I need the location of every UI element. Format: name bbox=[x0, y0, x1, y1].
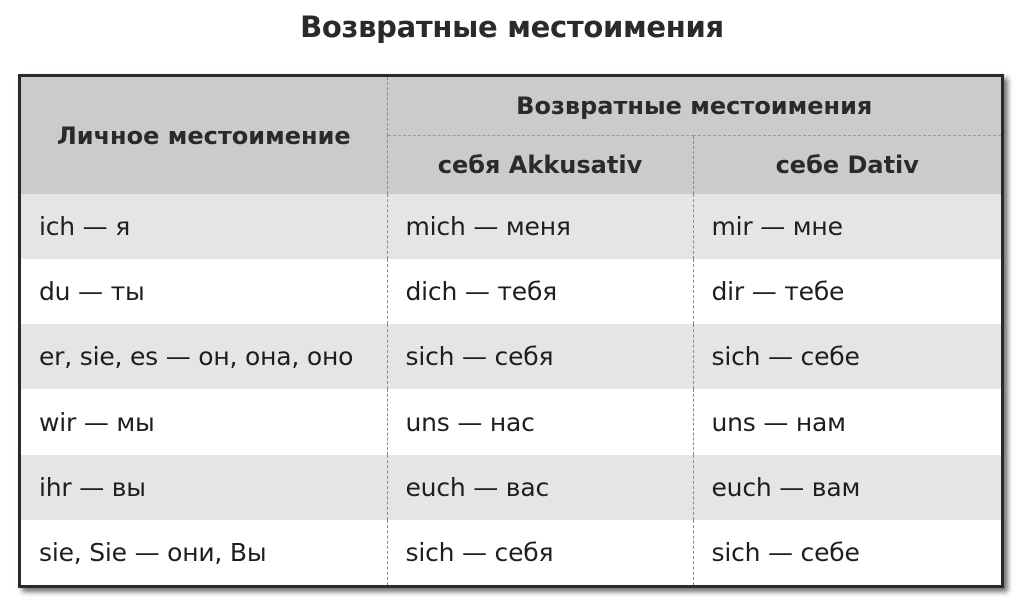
cell-dativ: euch — вам bbox=[693, 455, 1001, 520]
table-row bbox=[21, 259, 1001, 324]
cell-dativ: mir — мне bbox=[693, 194, 1001, 259]
table-row bbox=[21, 194, 1001, 259]
table-header bbox=[21, 77, 1001, 194]
cell-dativ: sich — себе bbox=[693, 520, 1001, 585]
cell-akkusativ: dich — тебя bbox=[387, 259, 693, 324]
header-personal-pronoun: Личное местоимение bbox=[21, 77, 387, 194]
cell-personal: er, sie, es — он, она, оно bbox=[21, 324, 387, 389]
cell-personal: du — ты bbox=[21, 259, 387, 324]
table-row bbox=[21, 324, 1001, 389]
cell-akkusativ: euch — вас bbox=[387, 455, 693, 520]
cell-akkusativ: sich — себя bbox=[387, 520, 693, 585]
cell-dativ: uns — нам bbox=[693, 389, 1001, 454]
cell-akkusativ: sich — себя bbox=[387, 324, 693, 389]
table-row bbox=[21, 389, 1001, 454]
table-row bbox=[21, 455, 1001, 520]
header-akkusativ: себя Akkusativ bbox=[387, 136, 693, 195]
cell-dativ: dir — тебе bbox=[693, 259, 1001, 324]
cell-personal: sie, Sie — они, Вы bbox=[21, 520, 387, 585]
cell-dativ: sich — себе bbox=[693, 324, 1001, 389]
header-dativ: себе Dativ bbox=[693, 136, 1001, 195]
cell-personal: ihr — вы bbox=[21, 455, 387, 520]
cell-personal: ich — я bbox=[21, 194, 387, 259]
pronoun-table bbox=[21, 77, 1001, 585]
page-title: Возвратные местоимения bbox=[300, 10, 724, 44]
header-row-1 bbox=[21, 77, 1001, 136]
header-reflexive-group: Возвратные местоимения bbox=[387, 77, 1001, 136]
table-row bbox=[21, 520, 1001, 585]
pronoun-table-frame bbox=[18, 74, 1004, 588]
cell-akkusativ: mich — меня bbox=[387, 194, 693, 259]
cell-personal: wir — мы bbox=[21, 389, 387, 454]
table-body bbox=[21, 194, 1001, 585]
cell-akkusativ: uns — нас bbox=[387, 389, 693, 454]
